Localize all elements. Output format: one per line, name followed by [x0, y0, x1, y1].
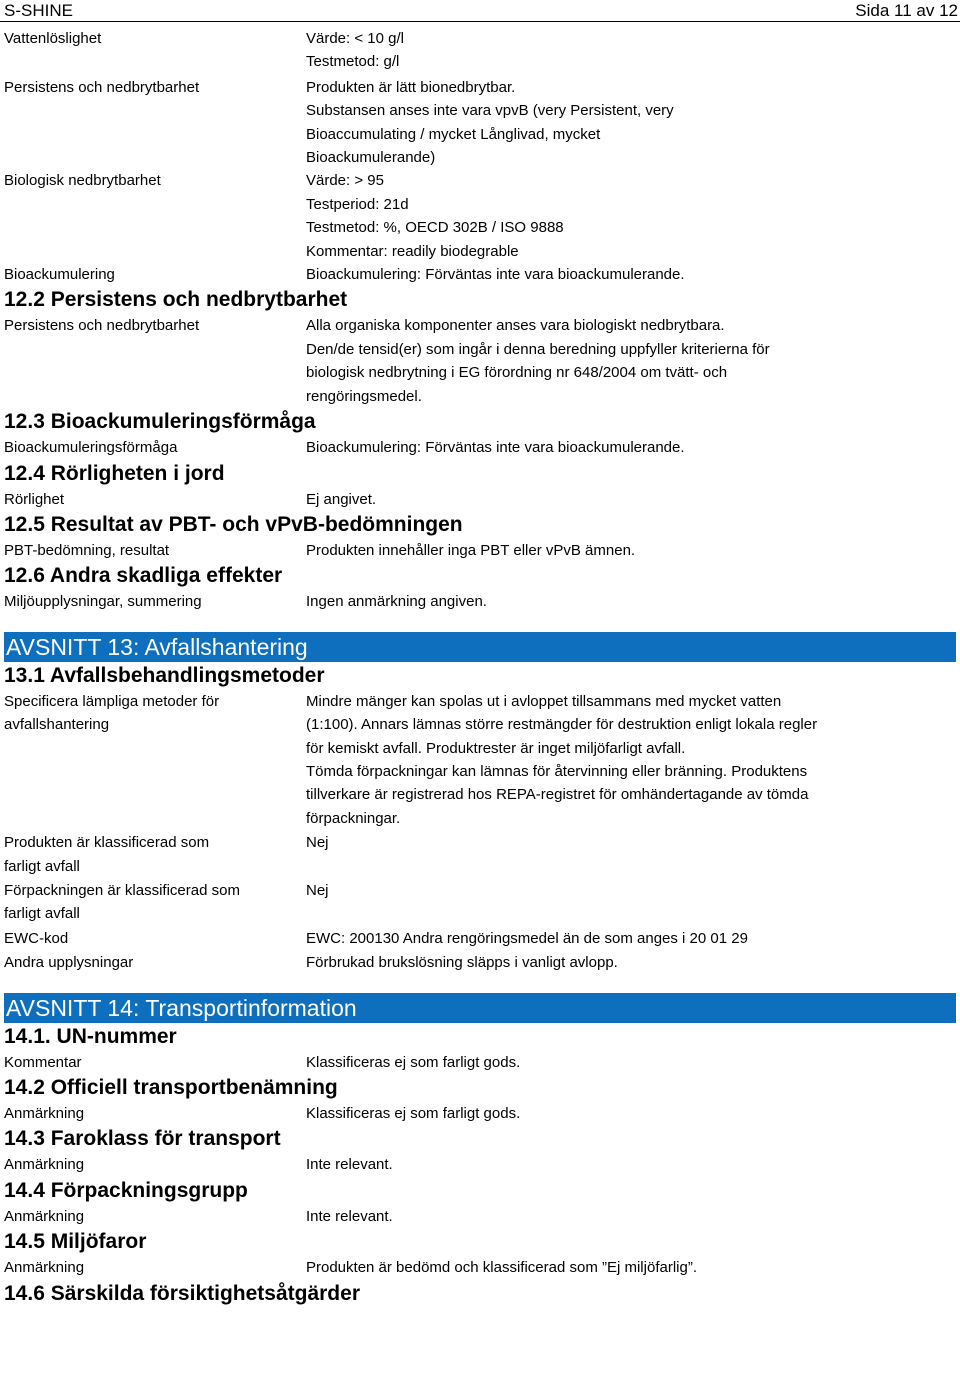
page-header	[0, 0, 960, 22]
property-value-line: Tömda förpackningar kan lämnas för återvinning eller bränning. Produktens	[306, 762, 808, 780]
property-value-line: biologisk nedbrytning i EG förordning nr 648/2004 om tvätt- och	[306, 364, 728, 382]
section-banner: AVSNITT 14: Transportinformation	[4, 993, 956, 1023]
property-label	[0, 951, 306, 974]
property-label	[0, 314, 306, 337]
property-value-line: Klassificeras ej som farligt gods.	[306, 1105, 521, 1122]
header-divider	[0, 21, 960, 22]
property-label-line: PBT-bedömning, resultat	[4, 541, 170, 559]
property-value	[306, 831, 906, 854]
property-value	[306, 1102, 906, 1125]
property-label-line: Biologisk nedbrytbarhet	[4, 172, 161, 190]
subsection-heading: 12.4 Rörligheten i jord	[4, 461, 225, 485]
property-label	[0, 539, 306, 562]
property-value-line: Produkten innehåller inga PBT eller vPvB ämnen.	[306, 541, 636, 559]
property-row	[0, 263, 960, 286]
property-value-line: Testmetod: g/l	[306, 53, 400, 71]
property-value-line: Nej	[306, 881, 329, 899]
property-label	[0, 76, 306, 99]
property-label-line: Kommentar	[4, 1053, 82, 1071]
property-row	[0, 1205, 960, 1228]
subsection-heading: 14.2 Officiell transportbenämning	[4, 1076, 338, 1099]
property-value-line: Mindre mänger kan spolas ut i avloppet tillsammans med mycket vatten	[306, 692, 782, 710]
property-label-line: EWC-kod	[4, 929, 69, 947]
property-label	[0, 169, 306, 192]
subsection-heading: 14.5 Miljöfaror	[4, 1230, 147, 1254]
property-label-line: Förpackningen är klassificerad som	[4, 881, 240, 899]
section-banner: AVSNITT 13: Avfallshantering	[4, 632, 956, 662]
property-label	[0, 1153, 306, 1176]
property-value-line: Ingen anmärkning angiven.	[306, 593, 487, 611]
property-value-line: Bioackumulering: Förväntas inte vara bioackumulerande.	[306, 266, 685, 284]
property-row	[0, 436, 960, 459]
product-name: S-SHINE	[4, 1, 73, 20]
property-value	[306, 169, 906, 263]
property-value-line: Inte relevant.	[306, 1156, 393, 1174]
property-row	[0, 1256, 960, 1279]
property-row	[0, 76, 960, 170]
property-row	[0, 951, 960, 974]
property-value-line: Bioackumulering: Förväntas inte vara bioackumulerande.	[306, 439, 685, 457]
property-value	[306, 436, 906, 459]
property-value-line: Ej angivet.	[306, 490, 377, 508]
property-label-line: Andra upplysningar	[4, 954, 134, 972]
property-label	[0, 927, 306, 950]
property-label-line: Bioackumuleringsförmåga	[4, 439, 178, 457]
property-value-line: för kemiskt avfall. Produktrester är inget miljöfarligt avfall.	[306, 739, 686, 757]
property-value	[306, 27, 906, 74]
property-row	[0, 690, 960, 830]
property-value-line: Inte relevant.	[306, 1207, 393, 1225]
property-row	[0, 927, 960, 950]
property-label	[0, 690, 306, 737]
property-value-line: förpackningar.	[306, 809, 401, 827]
property-value-line: Kommentar: readily biodegrable	[306, 242, 519, 260]
property-value-line: Värde: < 10 g/l	[306, 30, 404, 47]
property-value	[306, 1153, 906, 1176]
property-label	[0, 879, 306, 926]
property-value	[306, 314, 906, 408]
subsection-heading: 14.4 Förpackningsgrupp	[4, 1178, 248, 1202]
property-value-line: Substansen anses inte vara vpvB (very Persistent, very	[306, 102, 674, 120]
property-value	[306, 263, 906, 286]
property-value	[306, 1256, 906, 1279]
property-value-line: Testmetod: %, OECD 302B / ISO 9888	[306, 219, 564, 237]
property-row	[0, 27, 960, 74]
property-row	[0, 590, 960, 613]
property-value	[306, 488, 906, 511]
property-value	[306, 1205, 906, 1228]
property-label-line: Persistens och nedbrytbarhet	[4, 78, 200, 96]
property-value-line: (1:100). Annars lämnas större restmängder för destruktion enligt lokala regler	[306, 716, 818, 734]
property-label	[0, 1102, 306, 1125]
subsection-heading: 14.3 Faroklass för transport	[4, 1127, 281, 1151]
property-value	[306, 927, 906, 950]
property-value-line: Nej	[306, 834, 329, 852]
property-label	[0, 1256, 306, 1279]
property-label-line: farligt avfall	[4, 905, 80, 923]
subsection-heading: 12.6 Andra skadliga effekter	[4, 564, 283, 588]
property-label-line: Anmärkning	[4, 1207, 85, 1225]
property-label	[0, 590, 306, 613]
property-label-line: Anmärkning	[4, 1105, 85, 1122]
property-label	[0, 488, 306, 511]
property-value-line: Klassificeras ej som farligt gods.	[306, 1053, 521, 1071]
subsection-heading: 13.1 Avfallsbehandlingsmetoder	[4, 663, 325, 687]
property-value-line: Testperiod: 21d	[306, 195, 409, 213]
property-label-line: avfallshantering	[4, 716, 110, 734]
subsection-heading: 14.1. UN-nummer	[4, 1024, 177, 1048]
subsection-heading: 12.3 Bioackumuleringsförmåga	[4, 410, 316, 434]
property-row	[0, 1153, 960, 1176]
property-row	[0, 1102, 960, 1125]
document-body	[0, 27, 960, 1308]
property-value	[306, 539, 906, 562]
property-row	[0, 879, 960, 926]
property-label-line: Persistens och nedbrytbarhet	[4, 317, 200, 335]
subsection-heading: 12.5 Resultat av PBT- och vPvB-bedömningen	[4, 512, 463, 536]
property-value-line: Bioaccumulating / mycket Långlivad, mycket	[306, 125, 601, 143]
property-value-line: Produkten är bedömd och klassificerad som ”Ej miljöfarlig”.	[306, 1259, 697, 1277]
subsection-heading: 12.2 Persistens och nedbrytbarhet	[4, 288, 348, 312]
property-label-line: Rörlighet	[4, 490, 65, 508]
property-label-line: Specificera lämpliga metoder för	[4, 692, 220, 710]
property-label	[0, 1205, 306, 1228]
property-value	[306, 76, 906, 170]
property-value-line: Bioackumulerande)	[306, 149, 436, 167]
property-value-line: tillverkare är registrerad hos REPA-registret för omhändertagande av tömda	[306, 786, 809, 804]
property-label-line: Miljöupplysningar, summering	[4, 593, 202, 611]
page-number: Sida 11 av 12	[855, 1, 958, 20]
property-label	[0, 263, 306, 286]
property-row	[0, 831, 960, 878]
property-label-line: Vattenlöslighet	[4, 30, 102, 47]
property-label-line: Anmärkning	[4, 1259, 85, 1277]
property-label	[0, 436, 306, 459]
property-label	[0, 27, 306, 50]
property-value-line: Värde: > 95	[306, 172, 384, 190]
property-label-line: Produkten är klassificerad som	[4, 834, 210, 852]
property-value	[306, 951, 906, 974]
property-label-line: Anmärkning	[4, 1156, 85, 1174]
property-label	[0, 1051, 306, 1074]
property-value-line: EWC: 200130 Andra rengöringsmedel än de som anges i 20 01 29	[306, 929, 748, 947]
property-value	[306, 879, 906, 902]
property-row	[0, 539, 960, 562]
property-value-line: Alla organiska komponenter anses vara biologiskt nedbrytbara.	[306, 317, 725, 335]
property-value	[306, 590, 906, 613]
property-value	[306, 1051, 906, 1074]
property-row	[0, 1051, 960, 1074]
property-label-line: farligt avfall	[4, 857, 80, 875]
property-value-line: Produkten är lätt bionedbrytbar.	[306, 78, 516, 96]
property-label-line: Bioackumulering	[4, 266, 115, 284]
property-value-line: Förbrukad brukslösning släpps i vanligt avlopp.	[306, 954, 618, 972]
subsection-heading: 14.6 Särskilda försiktighetsåtgärder	[4, 1281, 360, 1305]
property-value-line: Den/de tensid(er) som ingår i denna beredning uppfyller kriterierna för	[306, 340, 770, 358]
property-row	[0, 314, 960, 408]
property-value-line: rengöringsmedel.	[306, 387, 422, 405]
property-row	[0, 488, 960, 511]
property-label	[0, 831, 306, 878]
property-row	[0, 169, 960, 263]
property-value	[306, 690, 906, 830]
